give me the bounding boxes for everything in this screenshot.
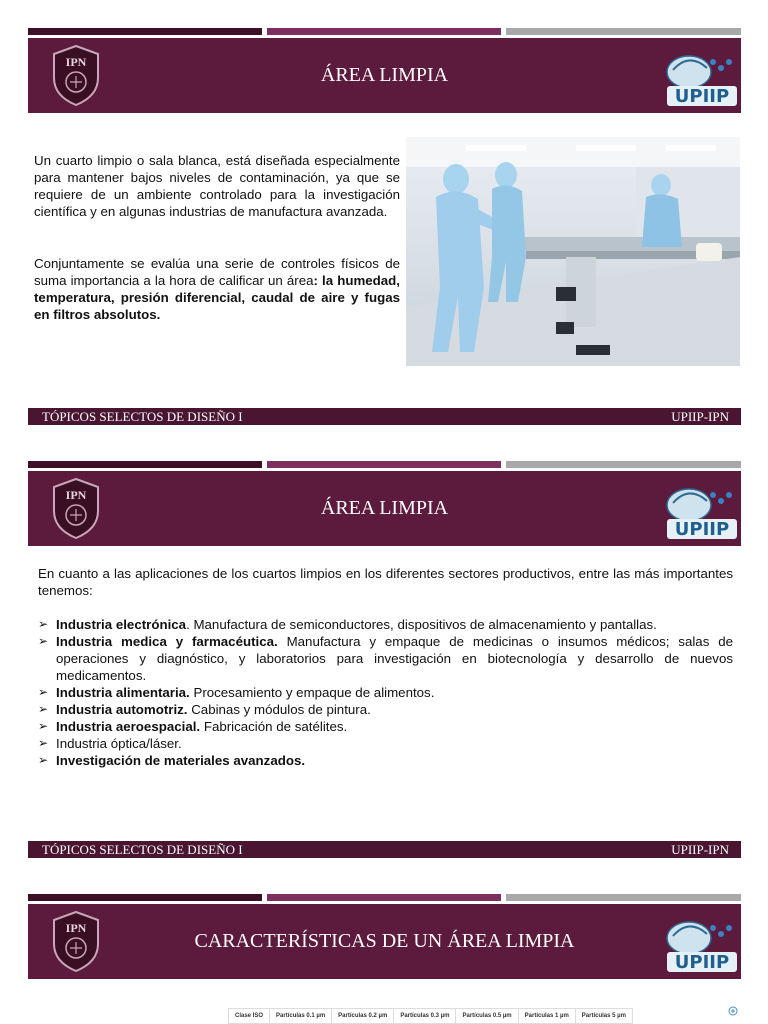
intro-paragraph: Un cuarto limpio o sala blanca, está diseñada especialmente para mantener bajos niveles de contaminación, ya que se requiere de un ambiente controlado para la investigación científica y en algunas industrias de manufactura avanzada. xyxy=(34,153,400,219)
ipn-shield-logo-icon xyxy=(50,910,102,973)
svg-text:IPN: IPN xyxy=(65,488,87,502)
table-header-cell: Partículas 0.1 µm xyxy=(270,1009,332,1024)
item-text: Cabinas y módulos de pintura. xyxy=(187,702,371,717)
applications-intro: En cuanto a las aplicaciones de los cuartos limpios en los diferentes sectores productivos, entre las más importantes tenemos: xyxy=(38,566,733,598)
arrowhead-bullet-icon: ➢ xyxy=(38,702,49,716)
item-bold: Industria medica y farmacéutica. xyxy=(56,634,278,649)
expand-icon[interactable] xyxy=(728,1006,738,1016)
table-header-cell: Partículas 5 µm xyxy=(575,1009,632,1024)
arrowhead-bullet-icon: ➢ xyxy=(38,685,49,699)
table-header-row xyxy=(229,1009,633,1024)
arrowhead-bullet-icon: ➢ xyxy=(38,719,49,733)
iso-class-table xyxy=(228,1008,633,1024)
svg-text:UPIIP: UPIIP xyxy=(674,952,730,973)
upiip-logo-icon xyxy=(649,908,741,976)
item-text: . Manufactura de semiconductores, dispositivos de almacenamiento y pantallas. xyxy=(186,617,657,632)
item-text: Industria óptica/láser. xyxy=(56,736,182,751)
arrowhead-bullet-icon: ➢ xyxy=(38,617,49,631)
slide-header xyxy=(28,904,741,979)
top-stripes xyxy=(28,894,741,901)
arrowhead-bullet-icon: ➢ xyxy=(38,753,49,767)
footer-institution: UPIIP-IPN xyxy=(671,409,729,424)
table-header-cell: Partículas 0.3 µm xyxy=(394,1009,456,1024)
svg-text:IPN: IPN xyxy=(65,921,87,935)
footer-course: TÓPICOS SELECTOS DE DISEÑO I xyxy=(42,842,243,857)
controls-text: Conjuntamente se evalúa una serie de controles físicos de suma importancia a la hora de calificar un área xyxy=(34,256,400,288)
footer-institution: UPIIP-IPN xyxy=(671,842,729,857)
item-bold: Industria automotriz. xyxy=(56,702,188,717)
controls-bold-text: : la humedad, temperatura, presión diferencial, caudal de aire y fugas en filtros absolutos. xyxy=(34,273,400,322)
table-header-cell: Partículas 0.2 µm xyxy=(332,1009,394,1024)
item-bold: Investigación de materiales avanzados. xyxy=(56,753,306,768)
slide-title: ÁREA LIMPIA xyxy=(320,64,449,86)
item-text: Manufactura y empaque de medicinas o insumos médicos; salas de operaciones y diagnóstico, y laboratorios para investigación en biotecnología y desarrollo de nuevos medicamentos. xyxy=(56,634,733,683)
item-text: Procesamiento y empaque de alimentos. xyxy=(189,685,435,700)
footer-course: TÓPICOS SELECTOS DE DISEÑO I xyxy=(42,409,243,424)
svg-text:UPIIP: UPIIP xyxy=(674,519,730,540)
svg-text:UPIIP: UPIIP xyxy=(674,86,730,107)
table-header-cell: Partículas 1 µm xyxy=(518,1009,575,1024)
table-header-cell: Clase ISO xyxy=(229,1009,270,1024)
slide-title: ÁREA LIMPIA xyxy=(320,497,449,519)
item-text: Fabricación de satélites. xyxy=(200,719,348,734)
item-bold: Industria aeroespacial. xyxy=(56,719,201,734)
arrowhead-bullet-icon: ➢ xyxy=(38,634,49,648)
slide-title: CARACTERÍSTICAS DE UN ÁREA LIMPIA xyxy=(194,930,575,952)
arrowhead-bullet-icon: ➢ xyxy=(38,736,49,750)
item-bold: Industria alimentaria. xyxy=(56,685,190,700)
item-bold: Industria electrónica xyxy=(56,617,187,632)
svg-text:IPN: IPN xyxy=(65,55,87,69)
table-header-cell: Partículas 0.5 µm xyxy=(456,1009,518,1024)
